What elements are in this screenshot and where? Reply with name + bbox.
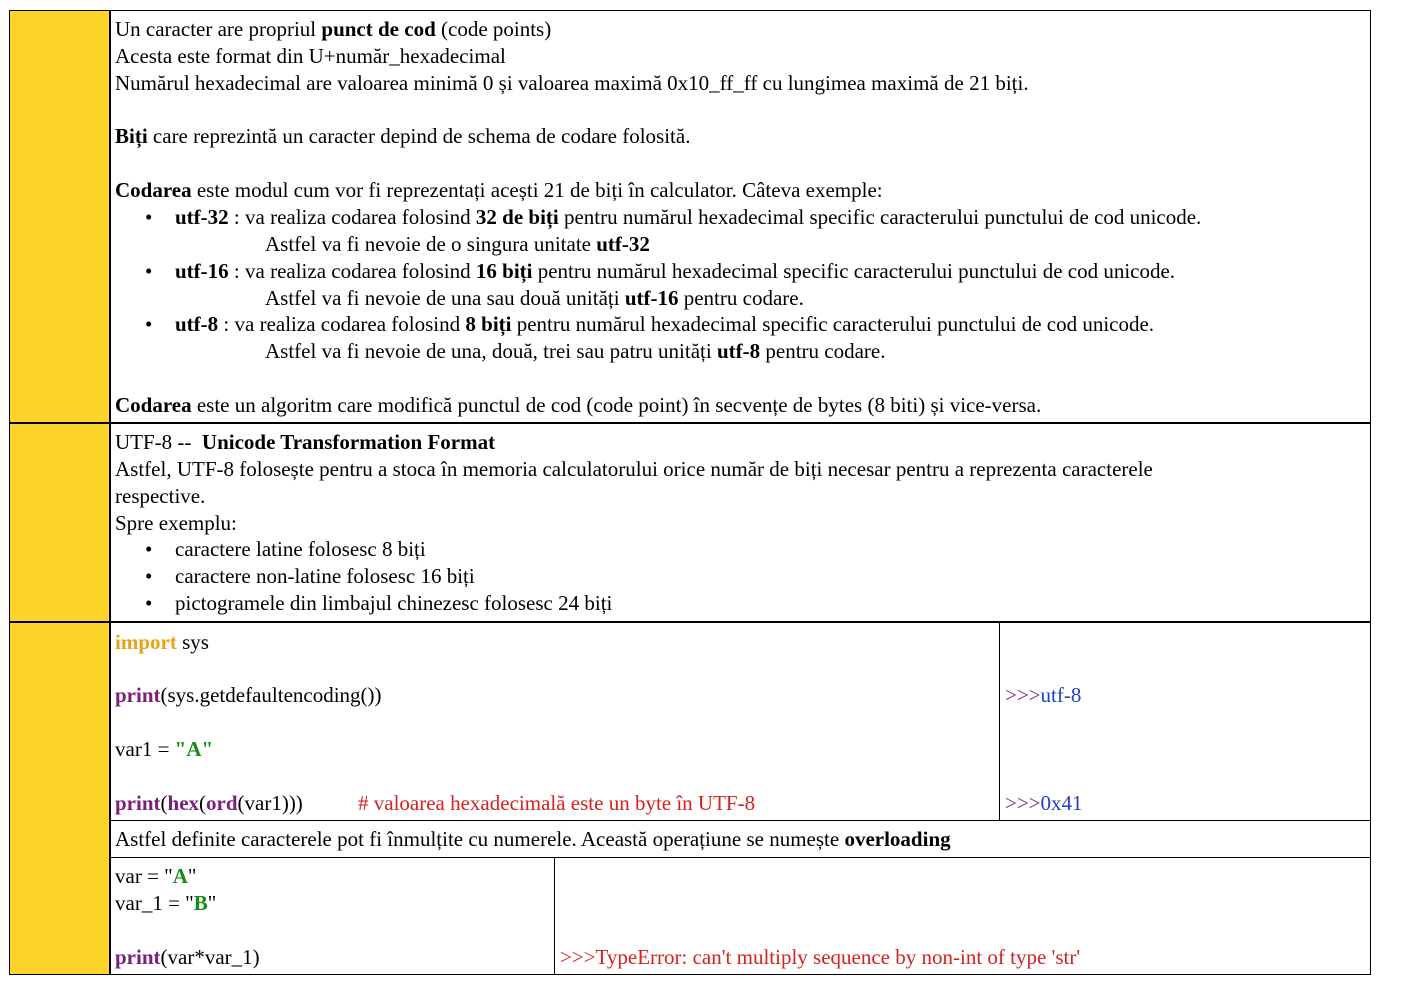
bullet-icon: • — [145, 205, 153, 229]
section1-marker — [9, 10, 110, 423]
list-item-utf8-detail: Astfel va fi nevoie de una, două, trei sau patru unități utf-8 pentru codare. — [265, 339, 886, 363]
output-hex: >>>0x41 — [1005, 791, 1083, 815]
list-item-utf32: utf-32 : va realiza codarea folosind 32 de biți pentru numărul hexadecimal specific caracterului punctului de cod unicode. — [175, 205, 1202, 229]
code-import-line: import sys — [115, 630, 209, 654]
bits-line: Biți care reprezintă un caracter depind de schema de codare folosită. — [115, 124, 691, 148]
list-item-utf16: utf-16 : va realiza codarea folosind 16 biți pentru numărul hexadecimal specific caracterului punctului de cod unicode. — [175, 259, 1176, 283]
code-point-line: Un caracter are propriul punct de cod (code points) — [115, 17, 552, 41]
code2-print-line: print(var*var_1) — [115, 945, 260, 969]
code2-var-line: var = "A" — [115, 864, 197, 888]
algorithm-line: Codarea este un algoritm care modifică punctul de cod (code point) în secvențe de bytes (8 biti) și vice-versa. — [115, 393, 1042, 417]
overloading-line: Astfel definite caracterele pot fi înmulțite cu numerele. Această operațiune se numește overloading — [115, 827, 951, 851]
utf8-paragraph-line2: respective. — [115, 484, 206, 508]
encoding-definition-line: Codarea este modul cum vor fi reprezentați acești 21 de biți în calculator. Câteva exemple: — [115, 178, 883, 202]
section3-marker — [9, 622, 110, 975]
example-heading: Spre exemplu: — [115, 511, 237, 535]
code2-var1-line: var_1 = "B" — [115, 891, 217, 915]
list-item-non-latin: caractere non-latine folosesc 16 biți — [175, 564, 475, 588]
code-print-hex-line: print(hex(ord(var1))) — [115, 791, 303, 815]
type-error-output: >>>TypeError: can't multiply sequence by non-int of type 'str' — [560, 945, 1081, 969]
utf8-paragraph-line1: Astfel, UTF-8 folosește pentru a stoca în memoria calculatorului orice număr de biți necesar pentru a reprezenta caracterele — [115, 457, 1153, 481]
output-encoding: >>>utf-8 — [1005, 683, 1082, 707]
list-item-latin: caractere latine folosesc 8 biți — [175, 537, 426, 561]
bullet-icon: • — [145, 259, 153, 283]
bullet-icon: • — [145, 591, 153, 615]
bullet-icon: • — [145, 312, 153, 336]
code-comment: # valoarea hexadecimală este un byte în UTF-8 — [358, 791, 756, 815]
format-line: Acesta este format din U+număr_hexadecimal — [115, 44, 506, 68]
bullet-icon: • — [145, 537, 153, 561]
utf8-title: UTF-8 -- Unicode Transformation Format — [115, 430, 496, 454]
list-item-utf16-detail: Astfel va fi nevoie de una sau două unități utf-16 pentru codare. — [265, 286, 804, 310]
hex-range-line: Numărul hexadecimal are valoarea minimă 0 și valoarea maximă 0x10_ff_ff cu lungimea maximă de 21 biți. — [115, 71, 1029, 95]
section2-marker — [9, 423, 110, 622]
code-print-encoding-line: print(sys.getdefaultencoding()) — [115, 683, 382, 707]
list-item-chinese: pictogramele din limbajul chinezesc folosesc 24 biți — [175, 591, 613, 615]
list-item-utf32-detail: Astfel va fi nevoie de o singura unitate utf-32 — [265, 232, 650, 256]
list-item-utf8: utf-8 : va realiza codarea folosind 8 biți pentru numărul hexadecimal specific caracterului punctului de cod unicode. — [175, 312, 1155, 336]
code-var-line: var1 = "A" — [115, 737, 214, 761]
bullet-icon: • — [145, 564, 153, 588]
